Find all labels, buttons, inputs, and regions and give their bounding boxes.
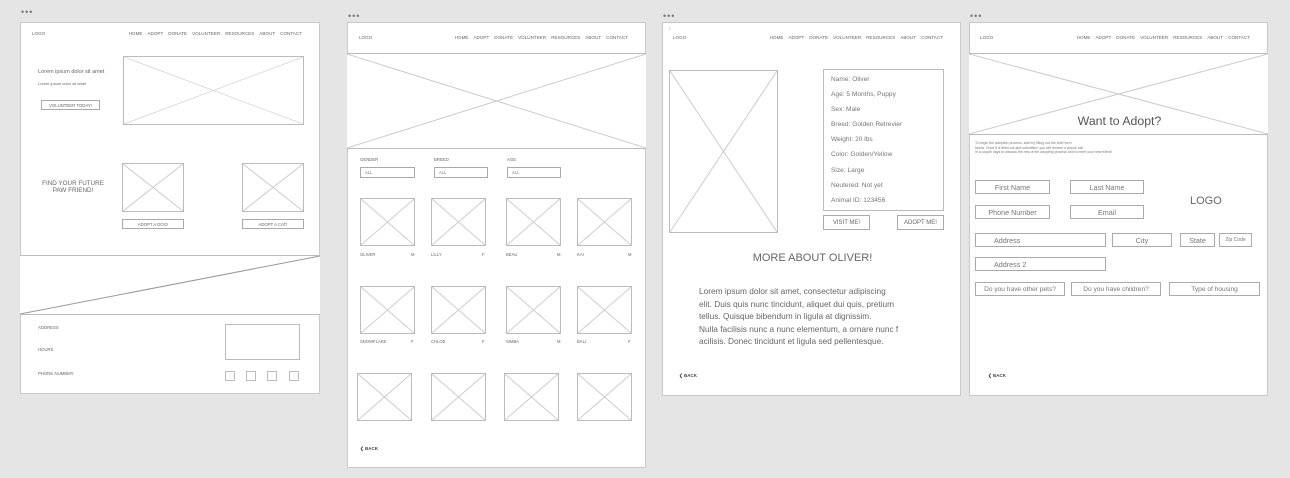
filter-breed-label: BREED	[434, 157, 449, 162]
pet-sex: M	[628, 252, 632, 257]
pet-info-box	[823, 69, 944, 211]
nav-volunteer[interactable]: VOLUNTEER	[1140, 35, 1169, 40]
pet-name[interactable]: LILLY	[431, 252, 442, 257]
nav-adopt[interactable]: ADOPT	[1095, 35, 1112, 40]
info-neutered: Neutered: Not yet	[831, 182, 883, 189]
footer-map-placeholder	[225, 324, 300, 360]
nav-volunteer[interactable]: VOLUNTEER	[192, 31, 221, 36]
info-breed: Breed: Golden Retrevier	[831, 121, 903, 128]
adopt-button[interactable]: ADOPT ME!	[897, 215, 944, 230]
main-nav	[129, 31, 302, 36]
nav-resources[interactable]: RESOURCES	[551, 35, 581, 40]
footer-address: ADDRESS	[38, 325, 59, 330]
nav-donate[interactable]: DONATE	[1116, 35, 1136, 40]
pet-photo-placeholder[interactable]	[431, 198, 486, 246]
pet-name[interactable]: OLIVER	[360, 252, 376, 257]
nav-about[interactable]: ABOUT	[900, 35, 917, 40]
filter-gender-select[interactable]: ALL	[360, 167, 415, 178]
dog-image-placeholder	[122, 163, 184, 212]
pet-name[interactable]: SNOWFLAKE	[360, 339, 387, 344]
children-field[interactable]: Do you have children?	[1071, 282, 1161, 296]
cat-image-placeholder	[242, 163, 304, 212]
phone-field[interactable]: Phone Number	[975, 205, 1050, 219]
frame-menu-dots[interactable]: •••	[21, 7, 34, 17]
pet-photo-placeholder[interactable]	[360, 198, 415, 246]
hero-image-placeholder	[123, 56, 304, 125]
nav-resources[interactable]: RESOURCES	[1173, 35, 1203, 40]
nav-about[interactable]: ABOUT	[585, 35, 602, 40]
nav-contact[interactable]: CONTACT	[1228, 35, 1250, 40]
nav-home[interactable]: HOME	[454, 35, 469, 40]
nav-about[interactable]: ABOUT	[1207, 35, 1224, 40]
frame-menu-dots[interactable]: •••	[348, 11, 361, 21]
filter-gender-label: GENDER	[360, 157, 379, 162]
state-field[interactable]: State	[1180, 233, 1215, 247]
volunteer-button[interactable]: VOLUNTEER TODAY!	[41, 100, 100, 110]
find-friend-heading: FIND YOUR FUTURE PAW FRIEND!	[42, 180, 104, 194]
nav-home[interactable]: HOME	[1076, 35, 1091, 40]
nav-contact[interactable]: CONTACT	[280, 31, 302, 36]
main-nav	[455, 35, 628, 40]
chevron-left-icon: ❮	[679, 373, 683, 378]
city-field[interactable]: City	[1112, 233, 1172, 247]
social-icon[interactable]	[225, 371, 235, 381]
logo[interactable]: LOGO	[359, 35, 373, 40]
pet-photo-placeholder[interactable]	[504, 373, 559, 421]
pet-photo-placeholder[interactable]	[506, 198, 561, 246]
listing-frame	[347, 22, 646, 468]
pet-photo-placeholder[interactable]	[577, 286, 632, 334]
info-age: Age: 5 Months, Puppy	[831, 91, 896, 98]
banner-image-placeholder	[20, 255, 320, 315]
visit-button[interactable]: VISIT ME!	[823, 215, 870, 230]
info-size: Size: Large	[831, 167, 865, 174]
nav-donate[interactable]: DONATE	[168, 31, 188, 36]
pet-name[interactable]: BALI	[577, 339, 587, 344]
nav-adopt[interactable]: ADOPT	[147, 31, 164, 36]
pet-photo-placeholder[interactable]	[431, 373, 486, 421]
main-nav	[770, 35, 943, 40]
logo[interactable]: LOGO	[980, 35, 994, 40]
chevron-left-icon[interactable]: ‹	[669, 26, 671, 32]
nav-adopt[interactable]: ADOPT	[473, 35, 490, 40]
address2-field[interactable]: Address 2	[975, 257, 1106, 271]
pet-photo-placeholder	[669, 70, 778, 233]
nav-home[interactable]: HOME	[128, 31, 143, 36]
housing-field[interactable]: Type of housing	[1169, 282, 1260, 296]
info-color: Color: Golden/Yellow	[831, 151, 893, 158]
adopt-cat-button[interactable]: ADOPT A CAT!	[242, 219, 304, 229]
pet-photo-placeholder[interactable]	[357, 373, 412, 421]
pet-name[interactable]: BEAU	[506, 252, 518, 257]
adopt-dog-button[interactable]: ADOPT A DOG!	[122, 219, 184, 229]
home-frame	[20, 22, 320, 394]
info-animal-id: Animal ID: 123456	[831, 197, 886, 204]
pet-photo-placeholder[interactable]	[360, 286, 415, 334]
address-field[interactable]: Address	[975, 233, 1106, 247]
nav-resources[interactable]: RESOURCES	[866, 35, 896, 40]
footer-hours: HOURS	[38, 347, 54, 352]
chevron-left-icon: ❮	[988, 373, 992, 378]
nav-home[interactable]: HOME	[769, 35, 784, 40]
back-link[interactable]: ❮ BACK	[360, 446, 379, 451]
pet-photo-placeholder[interactable]	[577, 198, 632, 246]
other-pets-field[interactable]: Do you have other pets?	[975, 282, 1065, 296]
pet-sex: F	[482, 252, 485, 257]
form-logo: LOGO	[1190, 195, 1222, 207]
form-title: Want to Adopt?	[1077, 114, 1162, 128]
info-sex: Sex: Male	[831, 106, 861, 113]
hero-title: Lorem ipsum dolor sit amet	[38, 69, 105, 75]
nav-volunteer[interactable]: VOLUNTEER	[833, 35, 862, 40]
nav-resources[interactable]: RESOURCES	[225, 31, 255, 36]
pet-name[interactable]: SIMBA	[506, 339, 520, 344]
pet-name[interactable]: CHLOE	[431, 339, 446, 344]
filter-age-select[interactable]: ALL	[507, 167, 561, 178]
social-icon[interactable]	[267, 371, 277, 381]
logo[interactable]: LOGO	[673, 35, 687, 40]
banner-image-placeholder	[347, 53, 646, 149]
nav-volunteer[interactable]: VOLUNTEER	[518, 35, 547, 40]
back-link[interactable]: ❮ BACK	[988, 373, 1007, 378]
pet-sex: F	[628, 339, 631, 344]
email-field[interactable]: Email	[1070, 205, 1144, 219]
pet-sex: M	[557, 252, 561, 257]
pet-sex: M	[557, 339, 561, 344]
main-nav	[1077, 35, 1250, 40]
detail-frame	[662, 22, 961, 396]
nav-about[interactable]: ABOUT	[259, 31, 276, 36]
filter-age-label: AGE	[507, 157, 517, 162]
hero-subtitle: Lorem ipsum dolor sit amet	[38, 81, 87, 86]
nav-donate[interactable]: DONATE	[809, 35, 829, 40]
nav-donate[interactable]: DONATE	[494, 35, 514, 40]
back-link[interactable]: ❮ BACK	[679, 373, 698, 378]
pet-photo-placeholder[interactable]	[506, 286, 561, 334]
last-name-field[interactable]: Last Name	[1070, 180, 1144, 194]
more-about-heading: MORE ABOUT OLIVER!	[752, 252, 873, 264]
social-icon[interactable]	[289, 371, 299, 381]
adopt-form-frame	[969, 22, 1268, 396]
nav-contact[interactable]: CONTACT	[921, 35, 943, 40]
info-name: Name: Oliver	[831, 76, 870, 83]
zip-field[interactable]: Zip Code	[1219, 233, 1252, 247]
social-icon[interactable]	[246, 371, 256, 381]
pet-name[interactable]: KAI	[577, 252, 584, 257]
chevron-left-icon: ❮	[360, 446, 364, 451]
pet-sex: M	[411, 252, 415, 257]
nav-adopt[interactable]: ADOPT	[788, 35, 805, 40]
pet-sex: F	[482, 339, 485, 344]
form-intro: To begin the adoption process, start by filling out the brief form below. Once it is filled out and submitted, you will receive a phone call in a couple days to discuss the rest of the adopting process and to meet your new friend!	[975, 141, 1113, 155]
frame-menu-dots[interactable]: •••	[663, 11, 676, 21]
pet-photo-placeholder[interactable]	[577, 373, 632, 421]
nav-contact[interactable]: CONTACT	[606, 35, 628, 40]
pet-description: Lorem ipsum dolor sit amet, consectetur adipiscing elit. Duis quis nunc tincidunt, aliquet dui quis, pretium tellus. Quisque bibendum in ligula at dignissim. Nulla facilisis nunc a nunc elementum, a ornare nunc f acilisis. Donec tincidunt et ligula sed pellentesque.	[699, 286, 899, 346]
pet-sex: F	[411, 339, 414, 344]
first-name-field[interactable]: First Name	[975, 180, 1050, 194]
frame-menu-dots[interactable]: •••	[970, 11, 983, 21]
footer-phone: PHONE NUMBER	[38, 371, 74, 376]
filter-breed-select[interactable]: ALL	[434, 167, 488, 178]
info-weight: Weight: 20 lbs	[831, 136, 873, 143]
pet-photo-placeholder[interactable]	[431, 286, 486, 334]
logo[interactable]: LOGO	[32, 31, 46, 36]
